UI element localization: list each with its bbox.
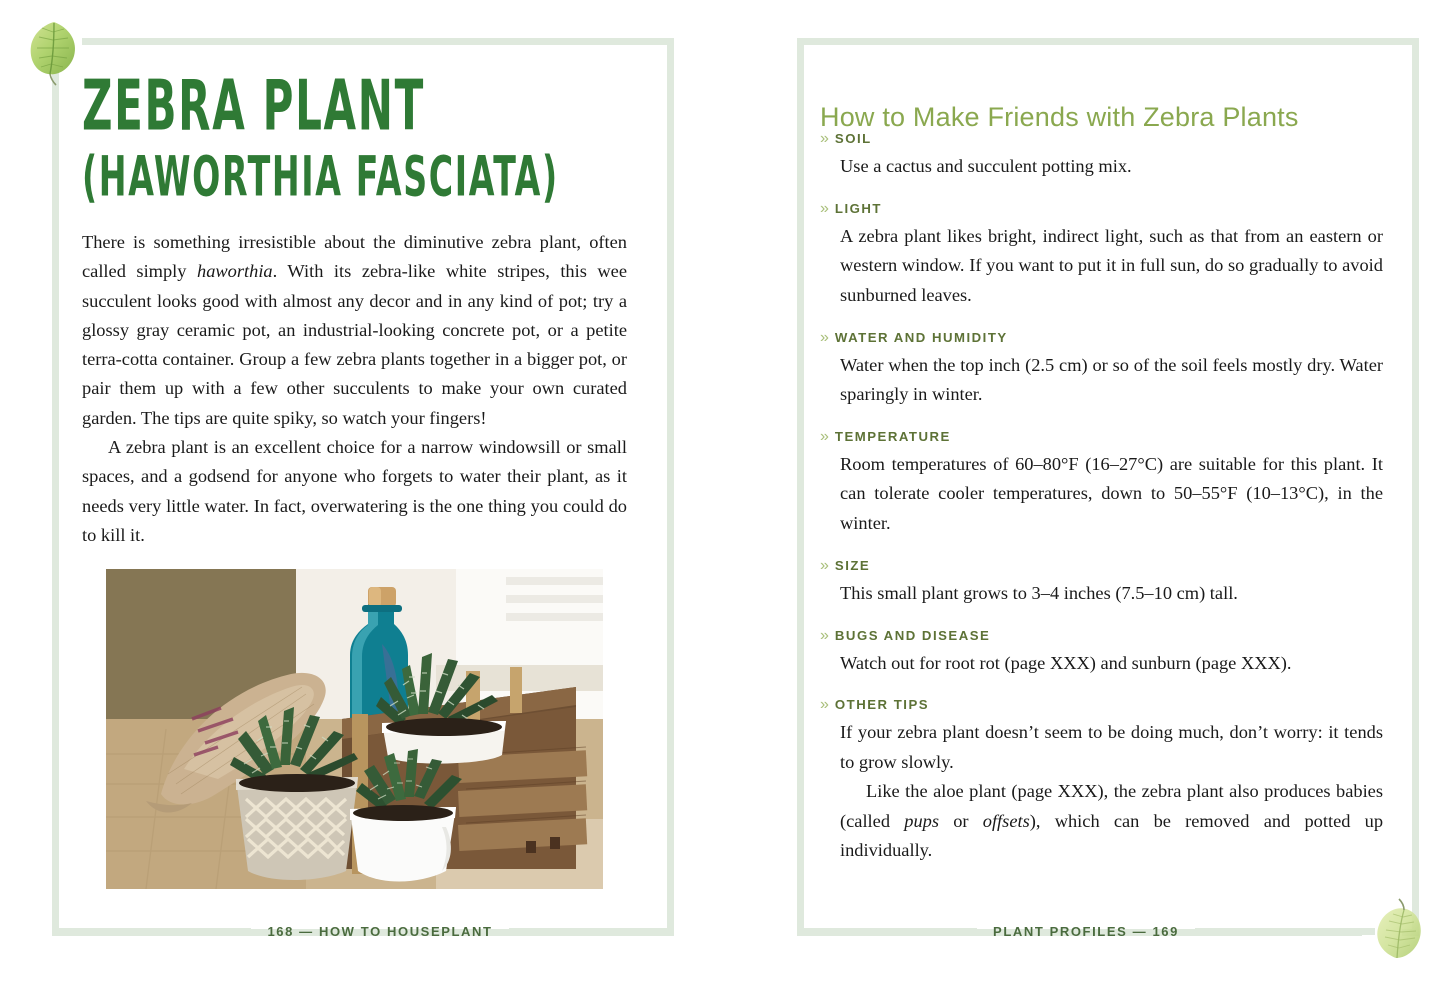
footer-page-number: 169 [1152,923,1179,939]
term-pups: pups [904,810,939,831]
care-body-bugs-and-disease [840,649,1383,678]
care-body-light [840,222,1383,310]
intro-paragraph-2: A zebra plant is an excellent choice for a narrow windowsill or small spaces, and a godsend for anyone who forgets to water their plant, as it needs very little water. In fact, overwatering is the one thing you could do to kill it. [82,437,627,545]
care-label-soil [820,131,1383,147]
footer-label: HOW TO HOUSEPLANT [318,923,493,939]
care-sections-list [820,131,1383,885]
care-body-water-and-humidity [840,351,1383,410]
care-paragraph: Use a cactus and succulent potting mix. [840,156,1132,176]
care-label-text: WATER AND HUMIDITY [834,329,1008,345]
care-item-water-and-humidity [820,330,1383,410]
care-paragraph: If your zebra plant doesn’t seem to be doing much, don’t worry: it tends to grow slowly. [840,722,1383,772]
footer-dash: — [299,923,314,939]
care-label-text: TEMPERATURE [834,428,951,444]
footer-label: PLANT PROFILES [993,923,1128,939]
care-paragraph: This small plant grows to 3–4 inches (7.5–10 cm) tall. [840,582,1238,603]
chevron-double-right-icon: » [820,328,829,346]
care-body-temperature [840,450,1383,538]
care-label-temperature [820,429,1383,445]
care-body-other-tips [840,718,1383,865]
care-paragraph: A zebra plant likes bright, indirect light, such as that from an eastern or western window. If you want to put it in full sun, do so gradually to avoid sunburned leaves. [840,225,1383,305]
care-label-text: SOIL [834,131,872,146]
chevron-double-right-icon: » [820,696,829,714]
care-label-text: SIZE [834,557,871,573]
footer-rule-left [797,928,977,935]
chevron-double-right-icon: » [820,130,829,147]
care-item-soil [820,131,1383,181]
chevron-double-right-icon: » [820,199,829,217]
chevron-double-right-icon: » [820,556,829,574]
title-common-name: ZEBRA PLANT [82,65,425,147]
plant-photo [106,569,603,889]
care-item-bugs-and-disease [820,628,1383,678]
footer-rule-right [1195,928,1375,935]
footer-page-number: 168 [267,923,294,939]
left-page-footer [52,922,674,940]
footer-text-left [251,924,508,939]
page-title [82,65,642,209]
left-page [0,0,722,985]
care-item-other-tips [820,697,1383,865]
care-body-size [840,579,1383,608]
care-paragraph: Water when the top inch (2.5 cm) or so of the soil feels mostly dry. Water sparingly in winter. [840,354,1383,405]
care-label-text: OTHER TIPS [834,697,930,713]
care-paragraph-2: Like the aloe plant (page XXX), the zebra plant also produces babies (called pups or offsets), which can be removed and potted up individually. [840,781,1384,861]
care-label-text: BUGS AND DISEASE [834,627,991,643]
care-label-size [820,558,1383,574]
title-latin-name: (HAWORTHIA FASCIATA) [82,144,559,209]
care-item-light [820,201,1383,310]
care-label-bugs-and-disease [820,628,1383,644]
care-paragraph: Room temperatures of 60–80°F (16–27°C) are suitable for this plant. It can tolerate cooler temperatures, down to 50–55°F (10–13°C), in the winter. [840,453,1383,533]
latin-term: haworthia [197,261,273,282]
care-label-light [820,201,1383,217]
border-notch-horizontal [48,34,82,48]
chevron-double-right-icon: » [820,626,829,644]
footer-rule-left [59,928,251,935]
care-label-text: LIGHT [834,200,882,216]
care-item-size [820,558,1383,608]
term-offsets: offsets [982,810,1030,831]
footer-dash: — [1132,923,1148,939]
care-body-soil [840,152,1383,181]
footer-text-right [977,924,1195,939]
care-section-heading: How to Make Friends with Zebra Plants [820,102,1299,133]
intro-body-text [82,228,627,550]
right-page-footer [775,922,1397,940]
care-item-temperature [820,429,1383,538]
care-label-other-tips [820,697,1383,713]
care-paragraph: Watch out for root rot (page XXX) and sunburn (page XXX). [840,652,1292,673]
chevron-double-right-icon: » [820,427,829,445]
intro-paragraph-1: There is something irresistible about the diminutive zebra plant, often called simply haworthia. With its zebra-like white stripes, this wee succulent looks good with almost any decor and in any kind of pot; try a glossy gray ceramic pot, an industrial-looking concrete pot, or a petite terra-cotta container. Group a few zebra plants together in a bigger pot, or pair them up with a few other succulents to make your own curated garden. The tips are quite spiky, so watch your fingers! [82,232,627,428]
care-label-water-and-humidity [820,330,1383,346]
footer-rule-right [509,928,667,935]
